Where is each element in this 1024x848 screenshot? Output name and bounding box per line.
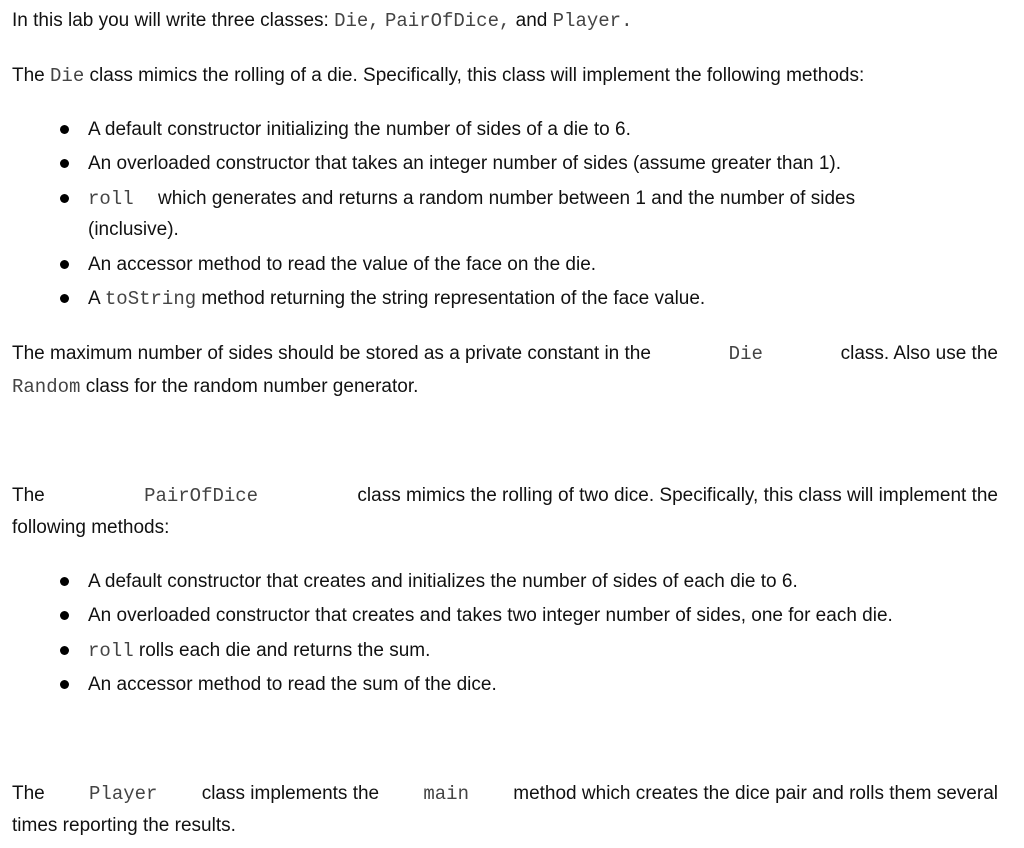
- intro-and: and: [510, 10, 553, 31]
- pair-bullet-3: [88, 638, 430, 664]
- die-bullet-5: [88, 286, 705, 312]
- player-text-2: class implements the: [201, 783, 380, 804]
- bullet-icon: [60, 194, 69, 203]
- class-name-random: Random: [12, 376, 81, 398]
- player-line1: [12, 781, 998, 807]
- die-bullet-2: An overloaded constructor that takes an integer number of sides (assume greater than 1).: [88, 153, 842, 174]
- intro-paragraph: [12, 8, 632, 34]
- die-note-text-2: class. Also use the: [840, 343, 998, 364]
- die-bullet-5-text: method returning the string representation of the face value.: [196, 288, 706, 309]
- pair-bullet-4: An accessor method to read the sum of the dice.: [88, 674, 497, 695]
- method-name-roll: roll: [88, 640, 134, 662]
- pair-bullet-3-text: rolls each die and returns the sum.: [133, 640, 431, 661]
- class-name-die: Die: [50, 65, 85, 87]
- pair-intro-text: The: [12, 485, 45, 506]
- die-bullet-3-line2: (inclusive).: [88, 219, 179, 240]
- die-intro-rest: class mimics the rolling of a die. Specifically, this class will implement the following methods:: [84, 65, 865, 86]
- die-bullet-5-prefix: A: [88, 288, 105, 309]
- bullet-icon: [60, 294, 69, 303]
- intro-text: In this lab you will write three classes:: [12, 10, 335, 31]
- class-name-die: Die: [728, 343, 763, 365]
- class-name-player: Player: [89, 783, 158, 805]
- pair-intro-line1: [12, 483, 998, 509]
- die-note-text: The maximum number of sides should be stored as a private constant in the: [12, 343, 651, 364]
- player-line2: times reporting the results.: [12, 815, 236, 836]
- method-name-tostring: toString: [104, 288, 197, 310]
- pair-bullet-1: A default constructor that creates and initializes the number of sides of each die to 6.: [88, 571, 798, 592]
- bullet-icon: [60, 680, 69, 689]
- die-note-line2: [12, 374, 418, 400]
- bullet-icon: [60, 125, 69, 134]
- method-name-roll: roll: [88, 188, 134, 210]
- bullet-icon: [60, 577, 69, 586]
- die-bullet-4: An accessor method to read the value of the face on the die.: [88, 254, 597, 275]
- die-bullet-1: A default constructor initializing the number of sides of a die to 6.: [88, 119, 631, 140]
- class-name-pairofdice: PairOfDice: [144, 485, 259, 507]
- bullet-icon: [60, 646, 69, 655]
- method-name-main: main: [423, 783, 469, 805]
- bullet-icon: [60, 611, 69, 620]
- die-bullet-3: [88, 186, 998, 212]
- die-note-text-3: class for the random number generator.: [80, 376, 419, 397]
- pair-intro-line2: following methods:: [12, 517, 170, 538]
- class-name-die: Die,: [334, 10, 380, 32]
- bullet-icon: [60, 260, 69, 269]
- class-name-player: Player.: [552, 10, 633, 32]
- player-text: The: [12, 783, 45, 804]
- player-text-3: method which creates the dice pair and rolls them several: [513, 783, 998, 804]
- pair-bullet-2: An overloaded constructor that creates and takes two integer number of sides, one for each die.: [88, 605, 893, 626]
- die-note-line1: [12, 341, 998, 367]
- die-bullet-3-text: which generates and returns a random number between 1 and the number of sides: [158, 188, 856, 209]
- class-name-pairofdice: PairOfDice,: [384, 10, 511, 32]
- die-intro-paragraph: [12, 63, 864, 89]
- bullet-icon: [60, 159, 69, 168]
- die-intro-text: The: [12, 65, 51, 86]
- die-bullet-3-line1: [88, 186, 998, 212]
- pair-intro-text-2: class mimics the rolling of two dice. Specifically, this class will implement the: [357, 485, 998, 506]
